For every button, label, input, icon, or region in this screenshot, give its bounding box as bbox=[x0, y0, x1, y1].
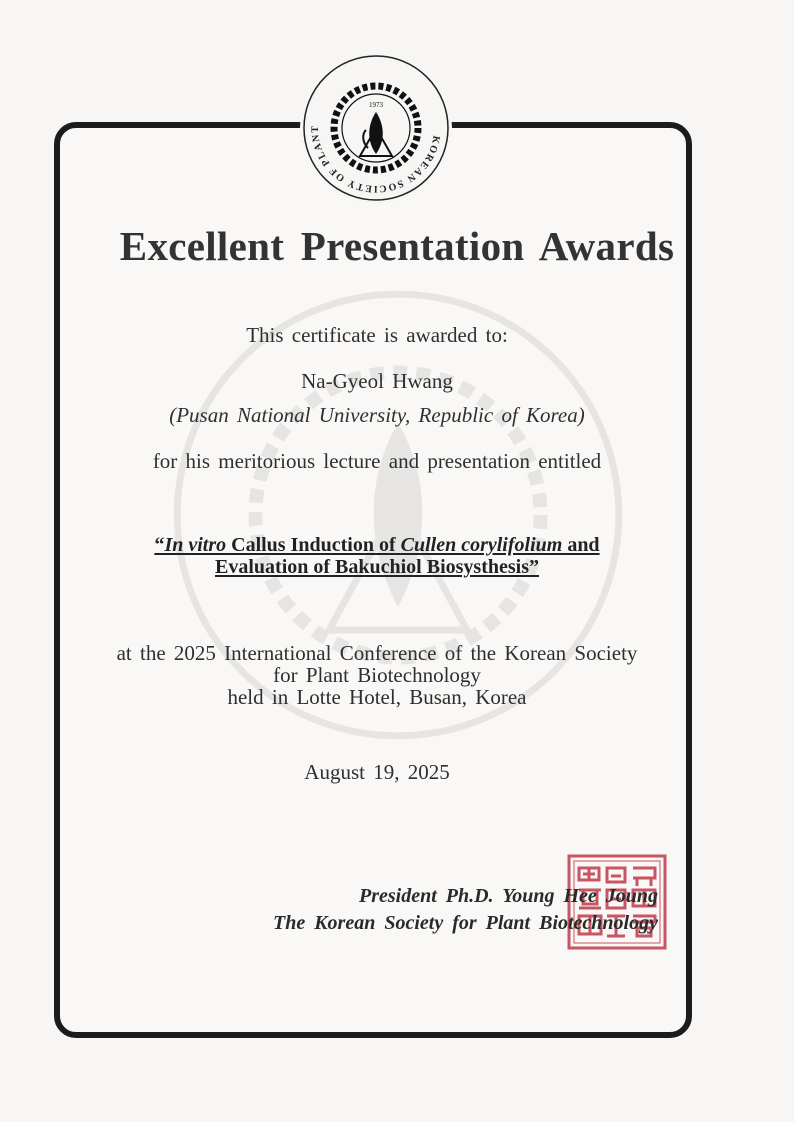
open-quote: “ bbox=[154, 534, 165, 556]
signature-line-1: President Ph.D. Young Hee Joung bbox=[359, 885, 658, 907]
title-italic-2: Cullen corylifolium bbox=[400, 534, 563, 556]
venue-line-2: for Plant Biotechnology bbox=[273, 663, 481, 687]
title-italic-1: In vitro bbox=[164, 534, 227, 556]
title-part-2: Callus Induction of bbox=[226, 534, 401, 556]
emblem-year: 1973 bbox=[369, 101, 383, 109]
venue-line-3: held in Lotte Hotel, Busan, Korea bbox=[227, 685, 527, 709]
for-text: for his meritorious lecture and presentation entitled bbox=[152, 449, 602, 473]
signature-line-2: The Korean Society for Plant Biotechnology bbox=[273, 912, 658, 934]
award-date: August 19, 2025 bbox=[304, 760, 450, 784]
svg-text:KOREAN SOCIETY OF PLANT BIOTEC: KOREAN SOCIETY OF PLANT bbox=[309, 124, 442, 195]
certificate-title: Excellent Presentation Awards bbox=[119, 223, 675, 269]
title-line-2: Evaluation of Bakuchiol Biosysthesis bbox=[215, 556, 529, 578]
society-emblem-icon bbox=[300, 52, 452, 204]
presentation-title bbox=[0, 534, 754, 578]
recipient-name: Na-Gyeol Hwang bbox=[301, 369, 453, 393]
recipient-affiliation: (Pusan National University, Republic of Korea) bbox=[169, 403, 585, 427]
awarded-to-label: This certificate is awarded to: bbox=[246, 323, 508, 347]
close-quote: ” bbox=[528, 556, 539, 578]
title-part-4: and bbox=[562, 534, 600, 556]
society-emblem bbox=[300, 52, 452, 204]
venue-line-1: at the 2025 International Conference of the Korean Society bbox=[116, 641, 638, 665]
